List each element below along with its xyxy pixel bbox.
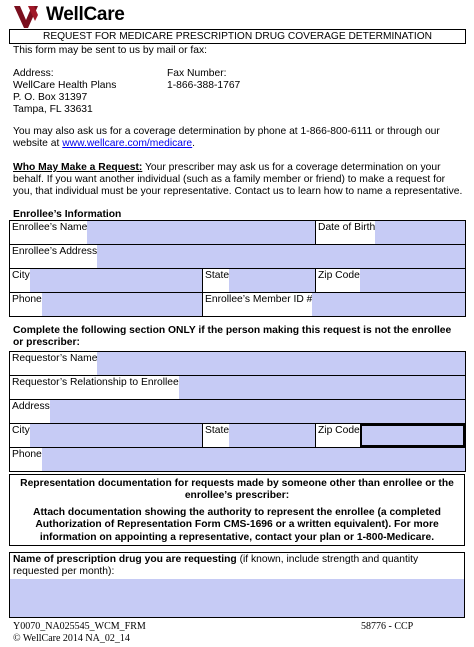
requestor-state-label: State: [203, 424, 229, 447]
enrollee-address-field[interactable]: [97, 245, 465, 268]
requestor-heading: Complete the following section ONLY if the person making this request is not the enrollee or prescriber:: [13, 325, 452, 349]
representation-section: [9, 474, 465, 546]
drug-request-field[interactable]: [9, 552, 465, 618]
logo-text: WellCare: [46, 4, 125, 25]
requestor-zip-field[interactable]: [360, 424, 465, 447]
dob-field[interactable]: [375, 221, 465, 244]
who-heading: Who May Make a Request:: [13, 162, 143, 173]
requestor-name-field[interactable]: [97, 352, 465, 375]
enrollee-phone-field[interactable]: [42, 293, 202, 316]
drug-label-rest: (if known, include strength and quantity requested per month):: [13, 554, 419, 578]
phone-text: You may also ask us for a coverage determination by phone at 1-866-800-6111 or through our website at: [13, 126, 440, 150]
address-line-2: P. O. Box 31397: [13, 92, 88, 104]
website-link[interactable]: www.wellcare.com/medicare: [62, 138, 193, 150]
fax-info: [167, 68, 240, 92]
period: .: [192, 138, 196, 150]
intro-text: This form may be sent to us by mail or fax:: [13, 45, 207, 56]
phone-website-text: [13, 126, 463, 150]
requestor-name-label: Requestor’s Name: [10, 352, 97, 375]
who-may-request: [13, 162, 463, 198]
representation-text: Attach documentation showing the authority to represent the enrollee (a completed Authorization of Representation Form CMS-1696 or a written equivalent). For more information on appointing a representative, contact your plan or 1-800-Medicare.: [33, 507, 441, 543]
address-line-3: Tampa, FL 33631: [13, 104, 93, 116]
enrollee-city-label: City: [10, 269, 30, 292]
drug-label-bold: Name of prescription drug you are requesting: [13, 554, 237, 565]
requestor-city-field[interactable]: [30, 424, 202, 447]
footer-left: [13, 621, 146, 645]
footer-code: Y0070_NA025545_WCM_FRM: [13, 621, 146, 632]
enrollee-city-field[interactable]: [30, 269, 202, 292]
requestor-city-label: City: [10, 424, 30, 447]
drug-request-label: [10, 553, 464, 579]
mailing-address: [13, 68, 116, 117]
enrollee-name-label: Enrollee’s Name: [10, 221, 87, 244]
representation-heading-text: Representation documentation for requests made by someone other than enrollee or the enrollee’s prescriber:: [20, 478, 454, 502]
requestor-phone-label: Phone: [10, 448, 42, 471]
enrollee-address-label: Enrollee’s Address: [10, 245, 97, 268]
who-text: Your prescriber may ask us for a coverage determination on your behalf. If you want another individual (such as a family member or friend) to make a request for you, that individual must be your representative. Contact us to learn how to name a representative.: [13, 162, 463, 198]
wellcare-logo: [14, 3, 144, 29]
relationship-field[interactable]: [179, 376, 465, 399]
requestor-phone-field[interactable]: [42, 448, 465, 471]
dob-label: Date of Birth: [316, 221, 375, 244]
requestor-zip-label: Zip Code: [316, 424, 360, 447]
enrollee-name-field[interactable]: [87, 221, 315, 244]
enrollee-phone-label: Phone: [10, 293, 42, 316]
requestor-address-label: Address: [10, 400, 50, 423]
requestor-table: [9, 351, 466, 472]
footer-copyright: © WellCare 2014 NA_02_14: [13, 632, 130, 644]
requestor-state-field[interactable]: [229, 424, 315, 447]
form-title: REQUEST FOR MEDICARE PRESCRIPTION DRUG COVERAGE DETERMINATION: [9, 29, 466, 44]
fax-label: Fax Number:: [167, 68, 227, 79]
member-id-label: Enrollee’s Member ID #: [203, 293, 312, 316]
fax-number: 1-866-388-1767: [167, 80, 241, 92]
enrollee-table: [9, 220, 466, 317]
enrollee-heading: Enrollee’s Information: [13, 209, 122, 220]
enrollee-state-label: State: [203, 269, 229, 292]
enrollee-state-field[interactable]: [229, 269, 315, 292]
enrollee-zip-label: Zip Code: [316, 269, 360, 292]
requestor-address-field[interactable]: [50, 400, 465, 423]
address-label: Address:: [13, 68, 54, 79]
wellcare-chevron-logo-icon: [14, 6, 46, 28]
representation-heading: [10, 475, 464, 502]
member-id-field[interactable]: [312, 293, 465, 316]
footer-form-number: 58776 - CCP: [361, 621, 414, 632]
enrollee-zip-field[interactable]: [360, 269, 465, 292]
address-line-1: WellCare Health Plans: [13, 80, 117, 92]
relationship-label: Requestor’s Relationship to Enrollee: [10, 376, 179, 399]
